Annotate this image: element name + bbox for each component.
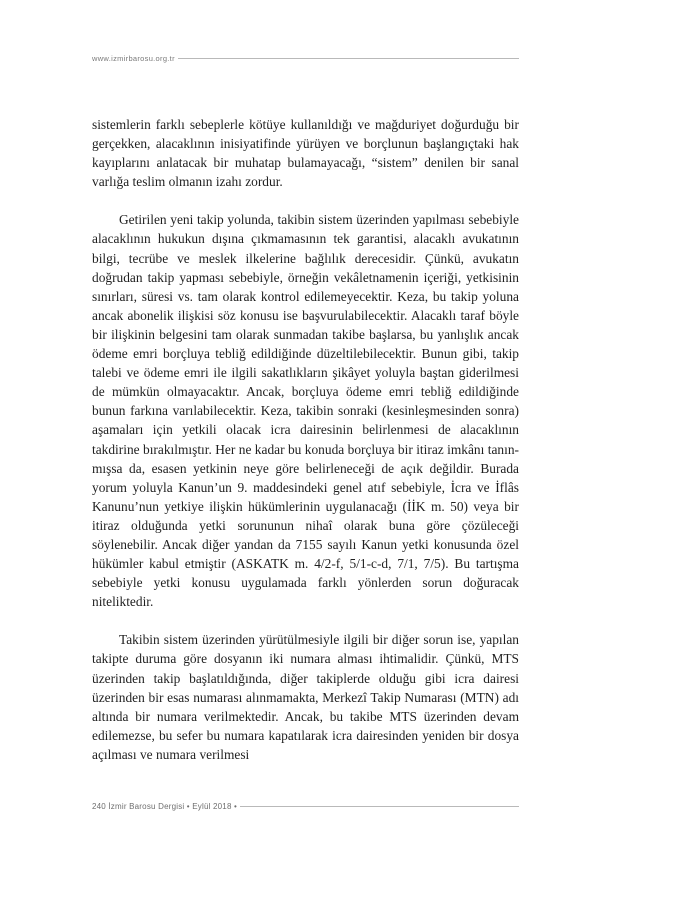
header-url: www.izmirbarosu.org.tr: [92, 53, 175, 63]
running-header: [92, 51, 519, 65]
article-body: [92, 115, 519, 764]
paragraph-continuation: sistemlerin farklı sebeplerle kötüye kullanıldığı ve mağduriyet doğurduğu bir gerçekken, alacaklının inisiyatifinde yürüyen ve borçlunun başlangıçtaki hak kayıplarını anlatacak bir muhatap bulamayacağı, “sistem” denilen bir sanal varlığa teslim olmanın izahı zordur.: [92, 117, 519, 190]
footer-page-info: 240 İzmir Barosu Dergisi • Eylül 2018 •: [92, 801, 238, 811]
footer-divider: [240, 806, 519, 807]
running-footer: [92, 799, 519, 813]
header-divider: [178, 58, 519, 59]
paragraph-file-numbering: Takibin sistem üzerinden yürütülmesiyle ilgili bir diğer sorun ise, yapılan takipte duruma göre dosyanın iki numara alması ihtimalidir. Çünkü, MTS üzerinden takip başlatıldığında, diğer takiplerde olduğu gibi icra dairesi üzerinden bir esas numarası alınmamakta, Merkezî Takip Numarası (MTN) adı altında bir numara verilmektedir. Ancak, bu takibe MTS üzerinden devam edilemezse, bu sefer bu numara kapatılarak icra dairesinden yeniden bir dosya açılması ve numara verilmesi: [92, 632, 519, 762]
paragraph-new-procedure: Getirilen yeni takip yolunda, takibin sistem üzerinden yapılması sebebiyle alacaklının hukukun dışına çıkmamasının tek garantisi, alacaklı avukatının bilgi, tecrübe ve meslek ilkelerine bağlılık derecesidir. Çünkü, avukatın doğrudan takip yapması sebebiyle, örneğin vekâletnamenin içeriği, yetkisinin sınırları, süresi vs. tam olarak kontrol edilemeyecektir. Keza, bu takip yoluna ancak abonelik ilişkisi söz konusu ise başvurulabilecektir. Alacaklı taraf böyle bir ilişkinin belgesini tam olarak sunmadan takibe başlarsa, bu yanlışlık ancak ödeme emri borçluya tebliğ edildiğinde düzeltilebilecektir. Bunun gibi, takip talebi ve ödeme emri ile ilgili sakatlıkların şikâyet yoluyla baştan giderilmesi de mümkün olmayacaktır. Ancak, borçluya ödeme emri tebliğ edildiğinde bunun farkına varılabilecektir. Keza, takibin sonraki (kesinleşmesinden sonra) aşamaları için yetkili olacak icra dairesinin belirlenmesi de alacaklının takdirine bırakılmıştır. Her ne kadar bu konuda borçluya bir itiraz imkânı tanınmışsa da, esasen yetkinin neye göre belirleneceği de açık değildir. Burada yorum yoluyla Kanun’un 9. maddesindeki genel atıf sebebiyle, İcra ve İflâs Kanunu’nun yetkiye ilişkin hükümlerinin uygulanacağı (İİK m. 50) veya bir itiraz olduğunda yetki sorununun nihaî olarak buna göre çözüleceği söylenebilir. Ancak diğer yandan da 7155 sayılı Kanun yetki konusunda özel hükümler kabul etmiştir (ASKATK m. 4/2-f, 5/1-c-d, 7/1, 7/5). Bu tartışma sebebiyle yetki konusu uygulamada farklı yönlerden sorun doğuracak niteliktedir.: [92, 212, 519, 610]
